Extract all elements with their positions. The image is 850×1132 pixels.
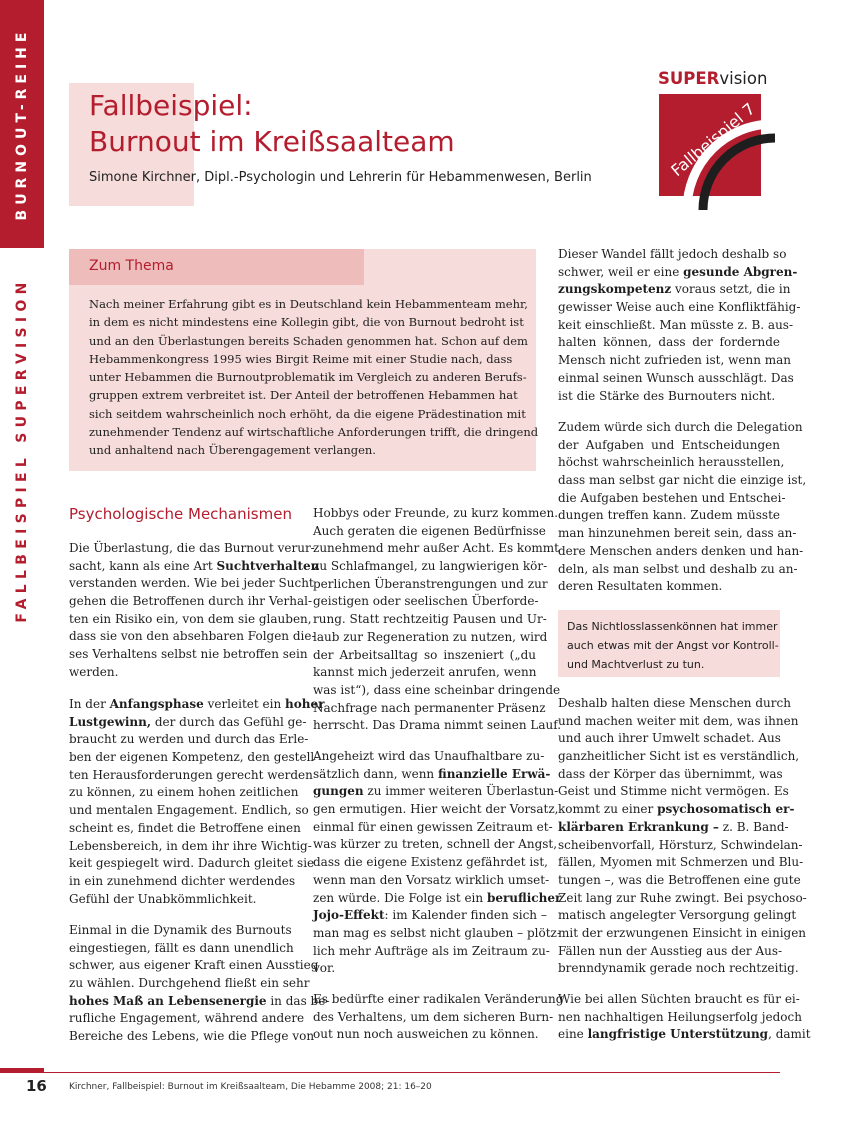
page-number: 16 — [26, 1077, 47, 1095]
col2-paragraph-1: Hobbys oder Freunde, zu kurz kommen. Auch geraten die eigenen Bedürfnisse zunehmend mehr außer Acht. Es kommt zu Schlafmangel, zu langwierigen kör- perlichen Überanstrengungen und zur geistigen oder seelischen Überforde- rung. Statt rechtzeitig Pausen und Ur- laub zur Regeneration zu nutzen, wird der Arbeitsalltag so inszeniert („du kannst mich jederzeit anrufen, wenn was ist“), dass eine scheinbar dringende Nachfrage nach permanenter Präsenz herrscht. Das Drama nimmt seinen Lauf. — [313, 506, 562, 733]
col2-paragraph-3: Es bedürfte einer radikalen Veränderung des Verhaltens, um dem sicheren Burn- out nun noch ausweichen zu können. — [313, 992, 564, 1042]
col1-paragraph-1: Die Überlastung, die das Burnout verur- sacht, kann als eine Art Suchtverhalten verstanden werden. Wie bei jeder Sucht gehen die Betroffenen durch ihr Verhal- ten ein Risiko ein, von dem sie glauben, dass sie von den absehbaren Folgen die- ses Verhaltens selbst nie betroffen sein werden. — [69, 541, 320, 679]
col3-paragraph-1: Dieser Wandel fällt jedoch deshalb so schwer, weil er eine gesunde Abgren- zungskompetenz voraus setzt, die in gewisser Weise auch eine Konfliktfähig- keit einschließt. Man müsste z. B. aus- halten können, dass der fordernde Mensch nicht zufrieden ist, wenn man einmal seinen Wunsch ausschlägt. Das ist die Stärke des Burnouters nicht. — [558, 247, 801, 403]
footer-red-mark — [0, 1068, 44, 1073]
pull-quote: Das Nichtlosslassenkönnen hat immer auch etwas mit der Angst vor Kontroll- und Machtverlust zu tun. — [567, 620, 779, 671]
title-line-1: Fallbeispiel: — [89, 89, 253, 122]
case-badge — [657, 92, 777, 210]
col3-paragraph-3: Deshalb halten diese Menschen durch und machen weiter mit dem, was ihnen und auch ihrer Umwelt schadet. Aus ganzheitlicher Sicht ist es verständlich, dass der Körper das übernimmt, was Geist und Stimme nicht vermögen. Es kommt zu einer psychosomatisch er- klärbaren Erkrankung – z. B. Band- scheibenvorfall, Hörsturz, Schwindelan- fällen, Myomen mit Schmerzen und Blu- tungen –, was die Betroffenen eine gute Zeit lang zur Ruhe zwingt. Bei psychoso- matisch angelegter Versorgung gelingt mit der erzwungenen Einsicht in einigen Fällen nun der Ausstieg aus der Aus- brenndynamik gerade noch rechtzeitig. — [558, 696, 807, 976]
citation-line: Kirchner, Fallbeispiel: Burnout im Kreißsaalteam, Die Hebamme 2008; 21: 16–20 — [69, 1082, 432, 1092]
side-section-label: FALLBEISPIEL SUPERVISION — [14, 277, 30, 623]
badge-label: Fallbeispiel 7 — [667, 99, 759, 181]
topic-box-heading: Zum Thema — [89, 258, 174, 274]
title-line-2: Burnout im Kreißsaalteam — [89, 125, 455, 158]
col3-paragraph-4: Wie bei allen Süchten braucht es für ei- nen nachhaltigen Heilungserfolg jedoch eine langfristige Unterstützung, damit — [558, 992, 811, 1042]
author-line: Simone Kirchner, Dipl.-Psychologin und Lehrerin für Hebammenwesen, Berlin — [89, 170, 592, 185]
topic-box-body: Nach meiner Erfahrung gibt es in Deutschland kein Hebammenteam mehr, in dem es nicht mindestens eine Kollegin gibt, die von Burnout bedroht ist und an den Überlastungen bereits Schaden genommen hat. Schon auf dem Hebammenkongress 1995 wies Birgit Reime mit einer Studie nach, dass unter Hebammen die Burnoutproblematik im Vergleich zu anderen Berufs- gruppen extrem verbreitet ist. Der Anteil der betroffenen Hebammen hat sich seitdem wahrscheinlich noch erhöht, da die eigene Prädestination mit zunehmender Tendenz auf wirtschaftliche Anforderungen trifft, die dringend und anhaltend nach Überengagement verlangen. — [89, 297, 539, 458]
page-title — [89, 88, 455, 160]
footer-rule — [44, 1072, 780, 1073]
side-series-label: BURNOUT-REIHE — [14, 27, 30, 221]
section-heading: Psychologische Mechanismen — [69, 505, 292, 523]
col1-paragraph-3: Einmal in die Dynamik des Burnouts eingestiegen, fällt es dann unendlich schwer, aus eigener Kraft einen Ausstieg zu wählen. Durchgehend fließt ein sehr hohes Maß an Lebensenergie in das be- rufliche Engagement, während andere Bereiche des Lebens, wie die Pflege von — [69, 923, 330, 1044]
col1-paragraph-2: In der Anfangsphase verleitet ein hoher Lustgewinn, der durch das Gefühl ge- braucht zu werden und durch das Erle- ben der eigenen Kompetenz, den gestell- ten Herausforderungen gerecht werden zu können, zu einem hohen zeitlichen und mentalen Engagement. Endlich, so scheint es, findet die Betroffene einen Lebensbereich, in dem ihr ihre Wichtig- keit gespiegelt wird. Dadurch gleitet sie in ein zunehmend dichter werdendes Gefühl der Unabkömmlichkeit. — [69, 697, 325, 906]
col2-paragraph-2: Angeheizt wird das Unaufhaltbare zu- sätzlich dann, wenn finanzielle Erwä- gungen zu immer weiteren Überlastun- gen ermutigen. Hier weicht der Vorsatz, einmal für einen gewissen Zeitraum et- was kürzer zu treten, schnell der Angst, dass die eigene Existenz gefährdet ist, wenn man den Vorsatz wirklich umset- zen würde. Die Folge ist ein beruflicher Jojo-Effekt: im Kalender finden sich – man mag es selbst nicht glauben – plötz- lich mehr Aufträge als im Zeitraum zu- vor. — [313, 749, 562, 976]
supervision-logo: SUPERvision — [658, 69, 768, 88]
col3-paragraph-2: Zudem würde sich durch die Delegation der Aufgaben und Entscheidungen höchst wahrscheinlich herausstellen, dass man selbst gar nicht die einzige ist, die Aufgaben bestehen und Entschei- dungen treffen kann. Zudem müsste man hinzunehmen bereit sein, dass an- dere Menschen anders denken und han- deln, als man selbst und deshalb zu an- deren Resultaten kommen. — [558, 420, 807, 594]
